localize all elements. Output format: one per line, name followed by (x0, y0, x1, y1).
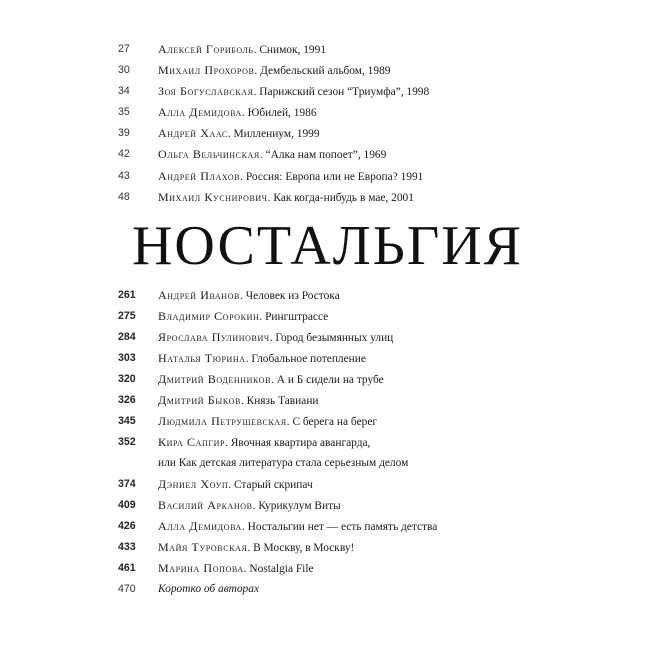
author-name: Дмитрий Воденников (158, 372, 272, 386)
page-number: 352 (118, 436, 136, 448)
entry-text: Алексей Гориболь. Снимок, 1991 (158, 42, 327, 56)
entry-text: Дэниел Хоуп. Старый скрипач (158, 477, 313, 491)
toc-entry[interactable] (0, 123, 655, 144)
author-name: Андрей Плахов (158, 168, 241, 183)
entry-text: Кира Сапгир. Явочная квартира авангарда, (158, 435, 371, 449)
entry-text: Андрей Хаас. Миллениум, 1999 (158, 126, 320, 141)
toc-entry[interactable] (0, 306, 655, 327)
page-number: 27 (118, 43, 130, 55)
author-name: Ярослава Пулинович (158, 330, 270, 344)
toc-entry[interactable] (0, 285, 655, 306)
author-name: Зоя Богуславская (158, 84, 254, 99)
page-number: 326 (118, 394, 136, 406)
entry-text: Ярослава Пулинович. Город безымянных улиц (158, 330, 394, 344)
page-number: 42 (118, 148, 130, 161)
author-name: Дэниел Хоуп (158, 477, 229, 491)
toc-entry[interactable] (0, 348, 655, 369)
entry-title: Nostalgia File (249, 563, 314, 575)
entry-text: Майя Туровская. В Москву, в Москву! (158, 540, 355, 554)
page-number: 35 (118, 106, 130, 119)
entry-title: Глобальное потепление (251, 353, 366, 365)
entry-title: или Как детская литература стала серьезным делом (158, 457, 409, 469)
entry-text: Андрей Плахов. Россия: Европа или не Европа? 1991 (158, 168, 424, 183)
toc-entry[interactable] (0, 187, 655, 208)
page-number: 374 (118, 478, 136, 490)
section-title: НОСТАЛЬГИЯ (131, 215, 524, 277)
page-number: 345 (118, 415, 136, 427)
page-number: 275 (118, 310, 136, 322)
author-name: Василий Арканов (158, 498, 253, 512)
entry-text: Людмила Петрушевская. С берега на берег (158, 414, 378, 428)
page-number: 426 (118, 520, 136, 532)
author-name: Майя Туровская (158, 540, 248, 554)
entry-title: Человек из Ростока (245, 290, 340, 302)
entry-text: Наталья Тюрина. Глобальное потепление (158, 351, 366, 365)
toc-entry-continuation[interactable] (0, 453, 655, 474)
page-number: 261 (118, 289, 136, 301)
toc-entry[interactable] (0, 144, 655, 165)
toc-list-before (0, 39, 655, 208)
page-number: 34 (118, 85, 130, 98)
entry-title: Миллениум, 1999 (233, 128, 320, 141)
entry-title: Курикулум Виты (258, 500, 341, 512)
author-name: Алла Демидова (158, 519, 242, 533)
entry-title: Князь Тавиани (246, 395, 319, 407)
toc-entry[interactable] (0, 60, 655, 81)
entry-text: Владимир Сорокин. Рингштрассе (158, 309, 329, 323)
toc-entry[interactable] (0, 390, 655, 411)
toc-entry[interactable] (0, 166, 655, 187)
toc-entry-closing[interactable] (0, 579, 655, 600)
entry-text: Ольга Вельчинская. “Алка нам попоет”, 1969 (158, 147, 387, 162)
page-number: 409 (118, 499, 136, 511)
author-name: Дмитрий Быков (158, 393, 241, 407)
entry-text: Михаил Прохоров. Дембельский альбом, 1989 (158, 63, 391, 78)
toc-entry[interactable] (0, 516, 655, 537)
entry-title: Ностальгии нет — есть память детства (247, 521, 438, 533)
toc-entry[interactable] (0, 495, 655, 516)
entry-text (158, 453, 408, 474)
entry-title: Старый скрипач (233, 479, 313, 491)
toc-entry[interactable] (0, 411, 655, 432)
entry-title: А и Б сидели на трубе (276, 374, 384, 386)
page-number: 30 (118, 64, 130, 77)
entry-title: Парижский сезон “Триумфа”, 1998 (259, 86, 430, 99)
page-number: 433 (118, 541, 136, 553)
author-name: Михаил Куснирович (158, 189, 268, 204)
entry-title: Город безымянных улиц (275, 332, 394, 344)
entry-text: Дмитрий Быков. Князь Тавиани (158, 393, 319, 407)
toc-entry[interactable] (0, 102, 655, 123)
entry-text: Алла Демидова. Ностальгии нет — есть память детства (158, 519, 438, 533)
toc-entry[interactable] (0, 81, 655, 102)
entry-title: В Москву, в Москву! (253, 542, 355, 554)
entry-title: Как когда-нибудь в мае, 2001 (273, 191, 414, 204)
toc-entry[interactable] (0, 39, 655, 60)
entry-text: Алла Демидова. Юбилей, 1986 (158, 105, 317, 120)
entry-title: Явочная квартира авангарда, (230, 437, 371, 449)
author-name: Алексей Гориболь (158, 42, 254, 56)
toc-list-after (0, 285, 655, 600)
toc-entry[interactable] (0, 432, 655, 453)
toc-entry[interactable] (0, 474, 655, 495)
page-number: 470 (118, 583, 136, 595)
author-name: Людмила Петрушевская (158, 414, 287, 428)
page-number: 43 (118, 169, 130, 182)
entry-title: Коротко об авторах (158, 583, 260, 595)
entry-text: Дмитрий Воденников. А и Б сидели на трубе (158, 372, 384, 386)
page-number: 48 (118, 190, 130, 203)
author-name: Алла Демидова (158, 105, 242, 120)
toc-entry[interactable] (0, 537, 655, 558)
page-number: 320 (118, 373, 136, 385)
page-number: 303 (118, 352, 136, 364)
entry-title: Юбилей, 1986 (247, 107, 317, 120)
entry-title: С берега на берег (292, 416, 378, 428)
entry-text: Марина Попова. Nostalgia File (158, 561, 314, 575)
entry-title: “Алка нам попоет”, 1969 (265, 149, 387, 162)
toc-entry[interactable] (0, 327, 655, 348)
author-name: Михаил Прохоров (158, 63, 255, 78)
entry-text: Зоя Богуславская. Парижский сезон “Триумфа”, 1998 (158, 84, 430, 99)
page-number: 461 (118, 562, 136, 574)
entry-title: Рингштрассе (265, 311, 329, 323)
toc-entry[interactable] (0, 369, 655, 390)
entry-text: Михаил Куснирович. Как когда-нибудь в мае, 2001 (158, 189, 414, 204)
author-name: Ольга Вельчинская (158, 147, 260, 162)
author-name: Марина Попова (158, 561, 244, 575)
author-name: Андрей Иванов (158, 288, 240, 302)
entry-title: Дембельский альбом, 1989 (260, 65, 391, 78)
author-name: Владимир Сорокин (158, 309, 260, 323)
page-number: 284 (118, 331, 136, 343)
author-name: Наталья Тюрина (158, 351, 246, 365)
entry-text: Василий Арканов. Курикулум Виты (158, 498, 341, 512)
author-name: Андрей Хаас (158, 126, 228, 141)
entry-title: Россия: Европа или не Европа? 1991 (245, 170, 424, 183)
toc-entry[interactable] (0, 558, 655, 579)
page-number: 39 (118, 127, 130, 140)
entry-title: Снимок, 1991 (259, 44, 327, 56)
entry-text: Андрей Иванов. Человек из Ростока (158, 288, 340, 302)
author-name: Кира Сапгир (158, 435, 225, 449)
